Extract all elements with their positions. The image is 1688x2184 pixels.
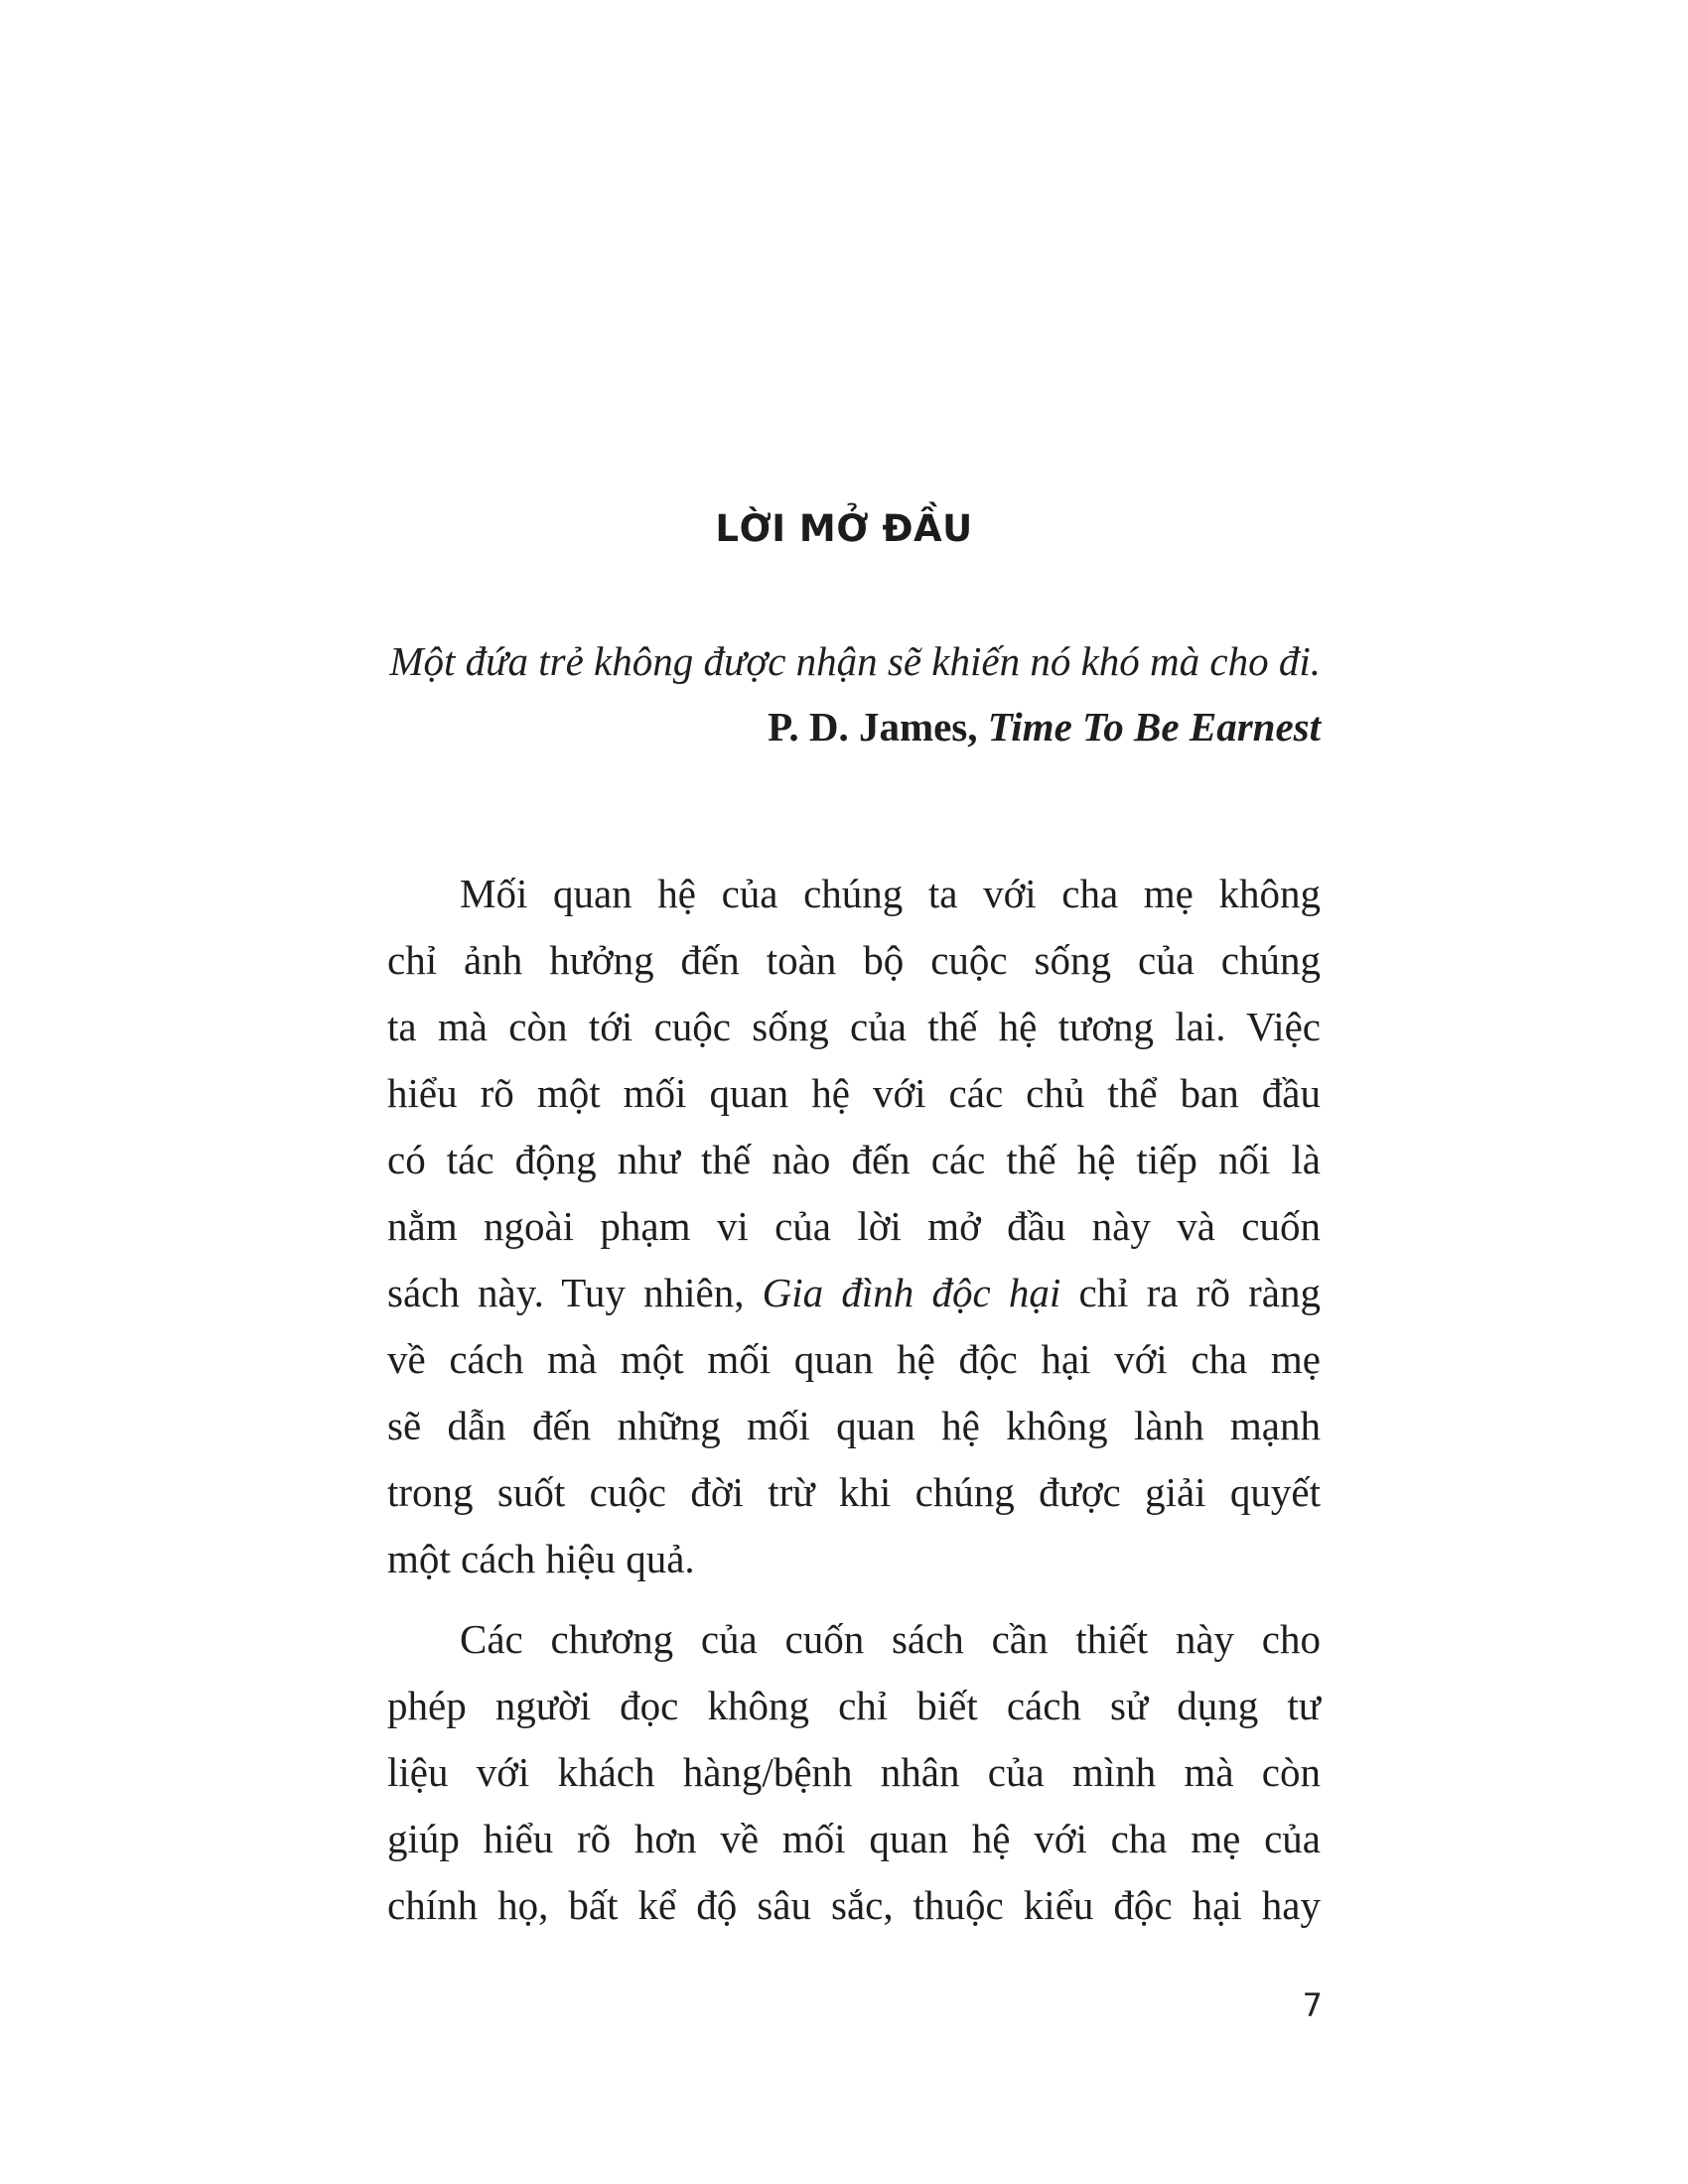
text-line: hiểu rõ một mối quan hệ với các chủ thể ban đầu <box>387 1070 1321 1116</box>
chapter-title: LỜI MỞ ĐẦU <box>715 507 973 550</box>
text-line: nằm ngoài phạm vi của lời mở đầu này và cuốn <box>387 1203 1321 1249</box>
text-line: Mối quan hệ của chúng ta với cha mẹ không <box>460 871 1321 916</box>
text-segment: chỉ ra rõ ràng <box>1060 1270 1322 1315</box>
paragraph-2 <box>387 1606 1321 1939</box>
text-segment: sách này. Tuy nhiên, <box>387 1270 763 1315</box>
text-line: phép người đọc không chỉ biết cách sử dụng tư <box>387 1683 1321 1728</box>
paragraph-1 <box>387 861 1321 1592</box>
text-line-with-book-title <box>387 1260 1321 1326</box>
epigraph-author: P. D. James, <box>768 704 978 750</box>
text-line: liệu với khách hàng/bệnh nhân của mình mà còn <box>387 1749 1321 1795</box>
epigraph-attribution <box>387 698 1321 755</box>
text-line: ta mà còn tới cuộc sống của thế hệ tương lai. Việc <box>387 1004 1321 1049</box>
text-line: có tác động như thế nào đến các thế hệ tiếp nối là <box>387 1137 1321 1182</box>
text-line: về cách mà một mối quan hệ độc hại với cha mẹ <box>387 1336 1321 1382</box>
epigraph-quote: Một đứa trẻ không được nhận sẽ khiến nó khó mà cho đi. <box>389 638 1321 684</box>
text-line: giúp hiểu rõ hơn về mối quan hệ với cha mẹ của <box>387 1816 1321 1861</box>
text-line: một cách hiệu quả. <box>387 1536 695 1581</box>
epigraph-work-title: Time To Be Earnest <box>987 704 1321 750</box>
text-line: sẽ dẫn đến những mối quan hệ không lành mạnh <box>387 1403 1321 1448</box>
text-line: chỉ ảnh hưởng đến toàn bộ cuộc sống của chúng <box>387 937 1321 983</box>
text-line: Các chương của cuốn sách cần thiết này cho <box>460 1616 1321 1662</box>
text-line: chính họ, bất kể độ sâu sắc, thuộc kiểu độc hại hay <box>387 1882 1321 1928</box>
body-text <box>387 861 1321 1953</box>
text-line: trong suốt cuộc đời trừ khi chúng được giải quyết <box>387 1469 1321 1515</box>
epigraph <box>387 632 1321 755</box>
page-number: 7 <box>1302 1986 1323 2024</box>
book-title-italic: Gia đình độc hại <box>762 1270 1061 1315</box>
